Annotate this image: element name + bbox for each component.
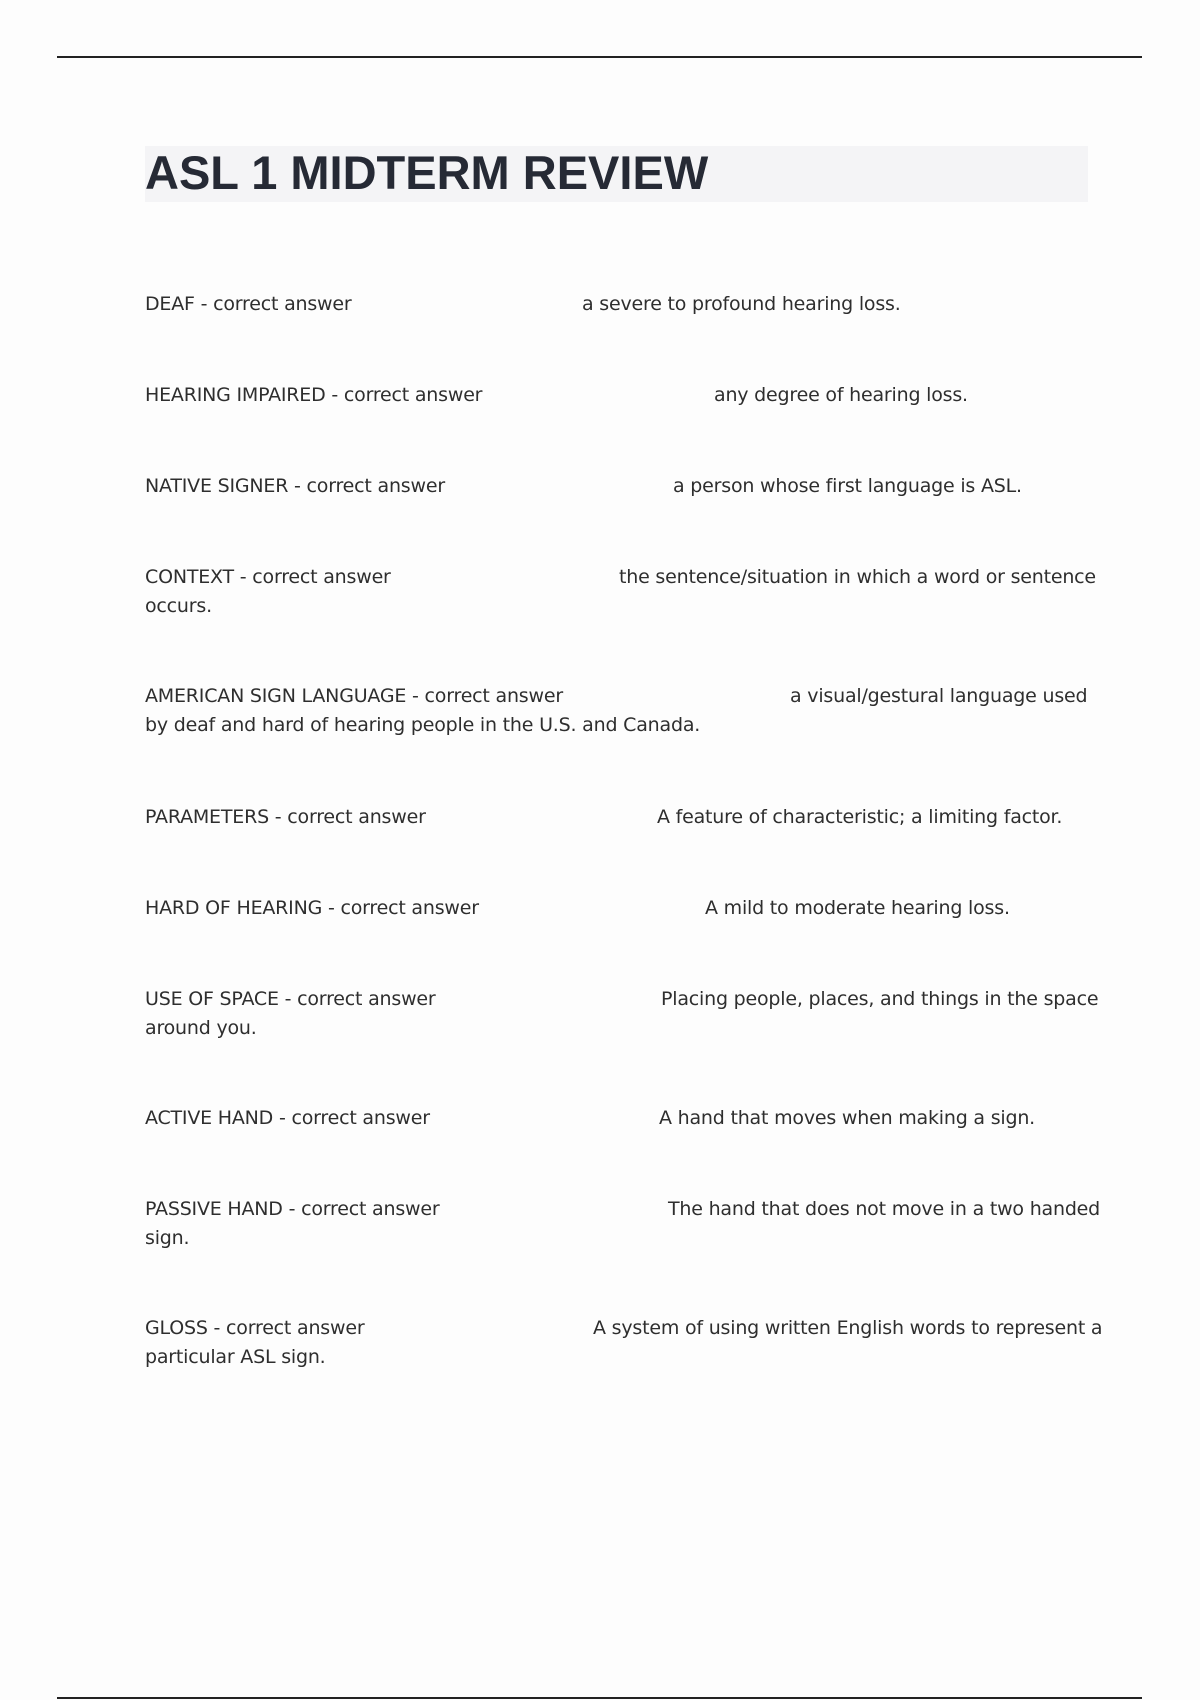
definition: a severe to profound hearing loss.	[582, 293, 901, 315]
term: PARAMETERS	[145, 806, 269, 828]
flashcard-entry	[145, 1104, 1085, 1133]
definition: a person whose first language is ASL.	[673, 475, 1022, 497]
term: ACTIVE HAND	[145, 1107, 274, 1129]
term: GLOSS	[145, 1317, 208, 1339]
bottom-rule	[57, 1697, 1142, 1699]
top-rule	[57, 56, 1142, 58]
definition: a visual/gestural language used	[790, 685, 1088, 707]
flashcard-entry	[145, 682, 1088, 740]
term: HEARING IMPAIRED	[145, 384, 326, 406]
definition: A hand that moves when making a sign.	[659, 1107, 1036, 1129]
separator: - correct answer	[207, 1317, 365, 1339]
definition: A system of using written English words to represent a	[593, 1317, 1103, 1339]
definition: any degree of hearing loss.	[714, 384, 968, 406]
definition: The hand that does not move in a two handed	[668, 1198, 1101, 1220]
term: DEAF	[145, 293, 195, 315]
flashcard-entry	[145, 894, 1085, 923]
term: USE OF SPACE	[145, 988, 279, 1010]
term: NATIVE SIGNER	[145, 475, 289, 497]
definition-continuation: around you.	[145, 1017, 257, 1039]
separator: - correct answer	[273, 1107, 430, 1129]
flashcard-entry	[145, 985, 1099, 1043]
flashcard-entry	[145, 472, 1085, 501]
definition-continuation: sign.	[145, 1227, 190, 1249]
term: CONTEXT	[145, 566, 234, 588]
flashcard-entry	[145, 1195, 1101, 1253]
definition: A feature of characteristic; a limiting factor.	[657, 806, 1063, 828]
term: AMERICAN SIGN LANGUAGE	[145, 685, 407, 707]
separator: - correct answer	[268, 806, 426, 828]
separator: - correct answer	[288, 475, 445, 497]
definition: the sentence/situation in which a word or sentence	[619, 566, 1096, 588]
separator: - correct answer	[278, 988, 436, 1010]
separator: - correct answer	[194, 293, 352, 315]
term: PASSIVE HAND	[145, 1198, 283, 1220]
separator: - correct answer	[322, 897, 479, 919]
term: HARD OF HEARING	[145, 897, 323, 919]
flashcard-entry	[145, 381, 1085, 410]
flashcard-entry	[145, 803, 1085, 832]
definition-continuation: particular ASL sign.	[145, 1346, 326, 1368]
page-title: ASL 1 MIDTERM REVIEW	[145, 146, 709, 199]
flashcard-entry	[145, 290, 1085, 319]
definition-continuation: occurs.	[145, 595, 212, 617]
separator: - correct answer	[325, 384, 483, 406]
definition-continuation: by deaf and hard of hearing people in the U.S. and Canada.	[145, 714, 701, 736]
definition: A mild to moderate hearing loss.	[705, 897, 1010, 919]
definition: Placing people, places, and things in the space	[661, 988, 1099, 1010]
separator: - correct answer	[406, 685, 563, 707]
separator: - correct answer	[282, 1198, 440, 1220]
flashcard-entry	[145, 563, 1096, 621]
separator: - correct answer	[233, 566, 391, 588]
flashcard-entry	[145, 1314, 1103, 1372]
